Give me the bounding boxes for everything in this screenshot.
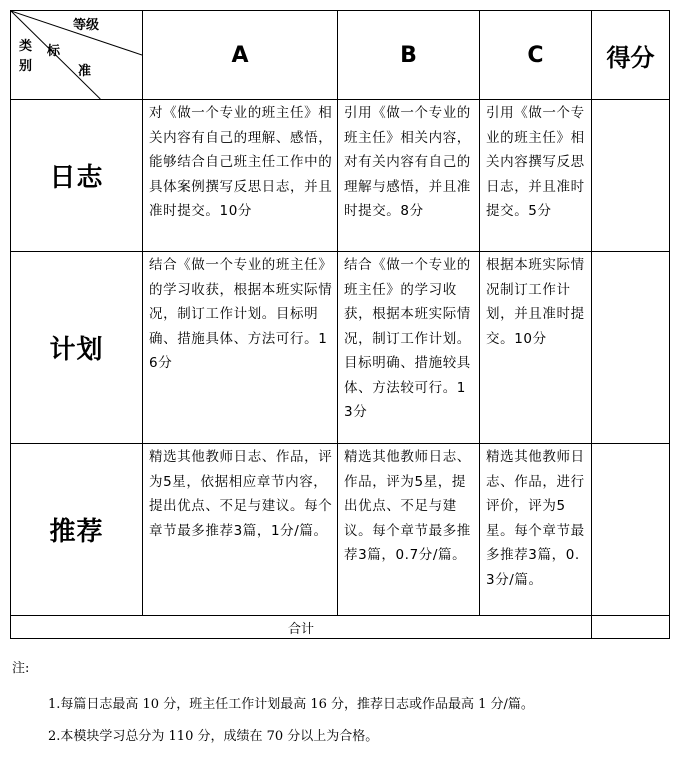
criteria-journal-a: 对《做一个专业的班主任》相关内容有自己的理解、感悟，能够结合自己班主任工作中的具体案例撰写反思日志，并且准时提交。10分 bbox=[143, 100, 338, 252]
category-plan: 计划 bbox=[11, 252, 143, 444]
criteria-plan-a: 结合《做一个专业的班主任》的学习收获，根据本班实际情况，制订工作计划。目标明确、措施具体、方法可行。16分 bbox=[143, 252, 338, 444]
grade-a-header: A bbox=[143, 11, 338, 100]
diagonal-header-cell bbox=[11, 11, 143, 100]
category-axis-label-1: 类 bbox=[19, 39, 33, 54]
category-recommend: 推荐 bbox=[11, 444, 143, 616]
score-header: 得分 bbox=[592, 11, 670, 100]
rubric-row-recommend bbox=[11, 444, 670, 616]
total-label: 合计 bbox=[11, 616, 592, 639]
rubric-row-journal bbox=[11, 100, 670, 252]
criteria-recommend-b: 精选其他教师日志、作品，评为5星，提出优点、不足与建议。每个章节最多推荐3篇，0.7分/篇。 bbox=[338, 444, 480, 616]
notes-section bbox=[12, 660, 672, 760]
grade-axis-label: 等级 bbox=[73, 18, 100, 33]
criteria-plan-c: 根据本班实际情况制订工作计划，并且准时提交。10分 bbox=[480, 252, 592, 444]
standard-axis-label-2: 准 bbox=[78, 64, 92, 79]
category-journal: 日志 bbox=[11, 100, 143, 252]
rubric-table bbox=[10, 10, 670, 639]
header-row bbox=[11, 11, 670, 100]
notes-heading: 注: bbox=[12, 661, 30, 676]
criteria-recommend-c: 精选其他教师日志、作品，进行评价，评为5星。每个章节最多推荐3篇，0.3分/篇。 bbox=[480, 444, 592, 616]
grade-b-header: B bbox=[338, 11, 480, 100]
criteria-plan-b: 结合《做一个专业的班主任》的学习收获，根据本班实际情况，制订工作计划。目标明确、措施较具体、方法较可行。13分 bbox=[338, 252, 480, 444]
score-cell-recommend bbox=[592, 444, 670, 616]
score-cell-journal bbox=[592, 100, 670, 252]
category-axis-label-2: 别 bbox=[19, 59, 33, 74]
grade-c-header: C bbox=[480, 11, 592, 100]
note-item-2: 2.本模块学习总分为 110 分，成绩在 70 分以上为合格。 bbox=[48, 729, 379, 744]
note-item-1: 1.每篇日志最高 10 分，班主任工作计划最高 16 分，推荐日志或作品最高 1 分/篇。 bbox=[48, 697, 534, 712]
total-score-cell bbox=[592, 616, 670, 639]
criteria-journal-b: 引用《做一个专业的班主任》相关内容，对有关内容有自己的理解与感悟，并且准时提交。8分 bbox=[338, 100, 480, 252]
total-row bbox=[11, 616, 670, 639]
criteria-journal-c: 引用《做一个专业的班主任》相关内容撰写反思日志，并且准时提交。5分 bbox=[480, 100, 592, 252]
score-cell-plan bbox=[592, 252, 670, 444]
criteria-recommend-a: 精选其他教师日志、作品，评为5星，依据相应章节内容，提出优点、不足与建议。每个章节最多推荐3篇，1分/篇。 bbox=[143, 444, 338, 616]
standard-axis-label-1: 标 bbox=[47, 44, 61, 59]
rubric-row-plan bbox=[11, 252, 670, 444]
